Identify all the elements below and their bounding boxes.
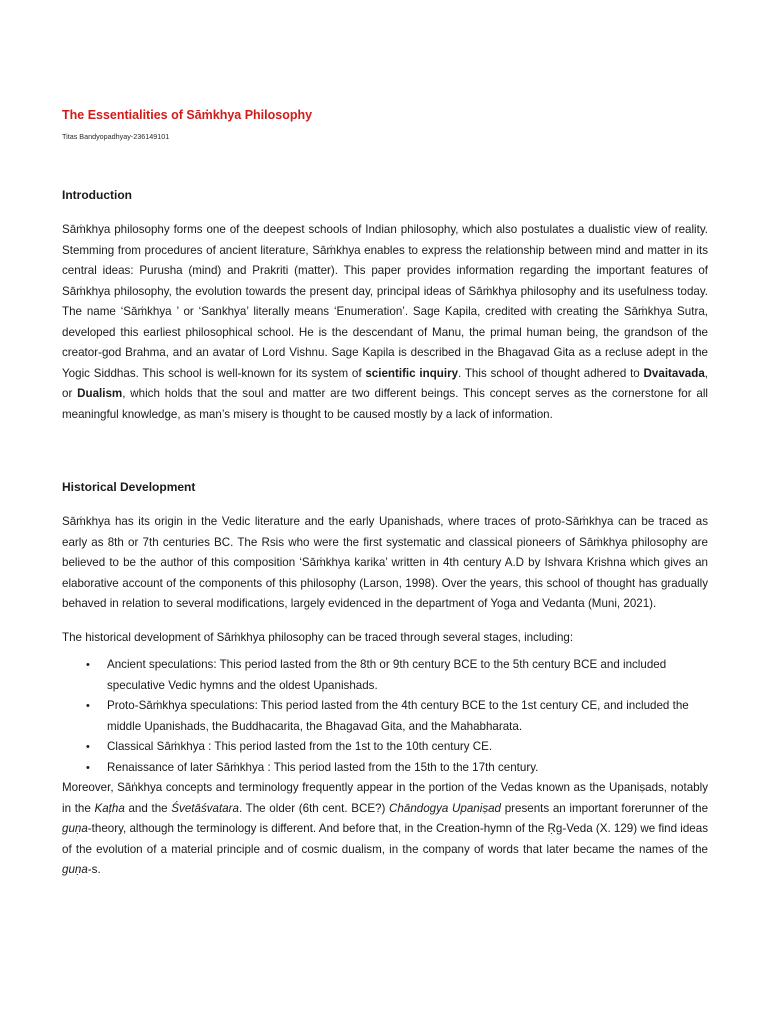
author-line: Titas Bandyopadhyay-236149101 xyxy=(62,132,170,141)
term-dvaitavada: Dvaitavada xyxy=(643,366,705,380)
term-svetasvatara: Śvetāśvatara xyxy=(171,801,239,815)
intro-text-1: Sāṁkhya philosophy forms one of the deepest schools of Indian philosophy, which also postulates a dualistic view of reality. Stemming from procedures of ancient literature, Sāṁkhya enables to express the relationship between mind and matter in its central ideas: Purusha (mind) and Prakriti (matter). This paper provides information regarding the important features of Sāṁkhya philosophy, the evolution towards the present day, principal ideas of Sāṁkhya philosophy and its usefulness today. The name ‘Sāṁkhya ’ or ‘Sankhya’ literally means ‘Enumeration’. Sage Kapila, credited with creating the Sāṁkhya Sutra, developed this earliest philosophical school. He is the descendant of Manu, the primal human being, the grandson of the creator-god Brahma, and an avatar of Lord Vishnu. Sage Kapila is described in the Bhagavad Gita as a recluse adept in the Yogic Siddhas. This school is well-known for its system of xyxy=(62,223,708,380)
list-item-text: Proto-Sāṁkhya speculations: This period lasted from the 4th century BCE to the 1st century CE, and included the middle Upanishads, the Buddhacarita, the Bhagavad Gita, and the Mahabharata. xyxy=(107,699,689,733)
list-item xyxy=(62,655,708,696)
bullet-icon: • xyxy=(86,741,90,753)
p4-text-b: and the xyxy=(124,801,172,815)
history-paragraph-2: The historical development of Sāṁkhya philosophy can be traced through several stages, including: xyxy=(62,630,574,644)
p4-text-e: -theory, although the terminology is different. And before that, in the Creation-hymn of the Ṛg-Veda (X. 129) we find ideas of the evolution of a material principle and of cosmic dualism, in the company of words that later became the names of the xyxy=(62,822,708,856)
term-guna: guṇa xyxy=(62,822,88,835)
list-item xyxy=(62,758,708,779)
section-heading-introduction: Introduction xyxy=(62,188,132,202)
term-chandogya-upanisad: Chāndogya Upaniṣad xyxy=(389,801,502,815)
term-scientific-inquiry: scientific inquiry xyxy=(365,366,459,380)
term-guna: guṇa xyxy=(62,863,88,876)
intro-text-3: , or xyxy=(62,366,709,400)
list-item xyxy=(62,696,708,737)
p4-text-d: presents an important forerunner of the xyxy=(501,801,709,815)
p4-text-f: -s. xyxy=(87,863,101,876)
list-item-text: Renaissance of later Sāṁkhya : This period lasted from the 15th to the 17th century. xyxy=(107,760,539,774)
p4-text-a: Moreover, Sāṅkhya concepts and terminology frequently appear in the portion of the Vedas known as the Upaniṣads, notably in the xyxy=(62,781,708,815)
introduction-paragraph xyxy=(62,220,708,425)
document-page xyxy=(62,108,708,881)
list-item-text: Ancient speculations: This period lasted from the 8th or 9th century BCE to the 5th century BCE and included speculative Vedic hymns and the oldest Upanishads. xyxy=(107,658,667,692)
stages-list xyxy=(62,655,708,778)
bullet-icon: • xyxy=(86,659,90,671)
list-item xyxy=(62,737,708,758)
list-item-text: Classical Sāṁkhya : This period lasted from the 1st to the 10th century CE. xyxy=(107,740,493,753)
section-heading-historical-development: Historical Development xyxy=(62,480,196,494)
intro-text-4: , which holds that the soul and matter are two different beings. This concept serves as the cornerstone for all meaningful knowledge, as man’s misery is thought to be caused mostly by a lack of information. xyxy=(62,387,709,421)
term-dualism: Dualism xyxy=(77,387,123,400)
p4-text-c: . The older (6th cent. BCE?) xyxy=(238,801,390,815)
bullet-icon: • xyxy=(86,700,90,712)
intro-text-2: . This school of thought adhered to xyxy=(458,366,644,380)
bullet-icon: • xyxy=(86,761,90,774)
history-paragraph-1: Sāṁkhya has its origin in the Vedic literature and the early Upanishads, where traces of proto-Sāṁkhya can be traced as early as 8th or 7th centuries BC. The Rsis who were the first systematic and classical pioneers of Sāṁkhya philosophy are believed to be the author of this composition ‘Sāṁkhya karika’ written in 4th century A.D by Ishvara Krishna which gives an elaborative account of the components of this philosophy (Larson, 1998). Over the years, this school of thought has gradually behaved in relation to several modifications, largely evidenced in the department of Yoga and Vedanta (Muni, 2021). xyxy=(62,515,708,610)
history-paragraph-3 xyxy=(62,778,708,881)
term-katha: Kaṭha xyxy=(94,801,125,815)
document-title: The Essentialities of Sāṁkhya Philosophy xyxy=(62,108,313,122)
